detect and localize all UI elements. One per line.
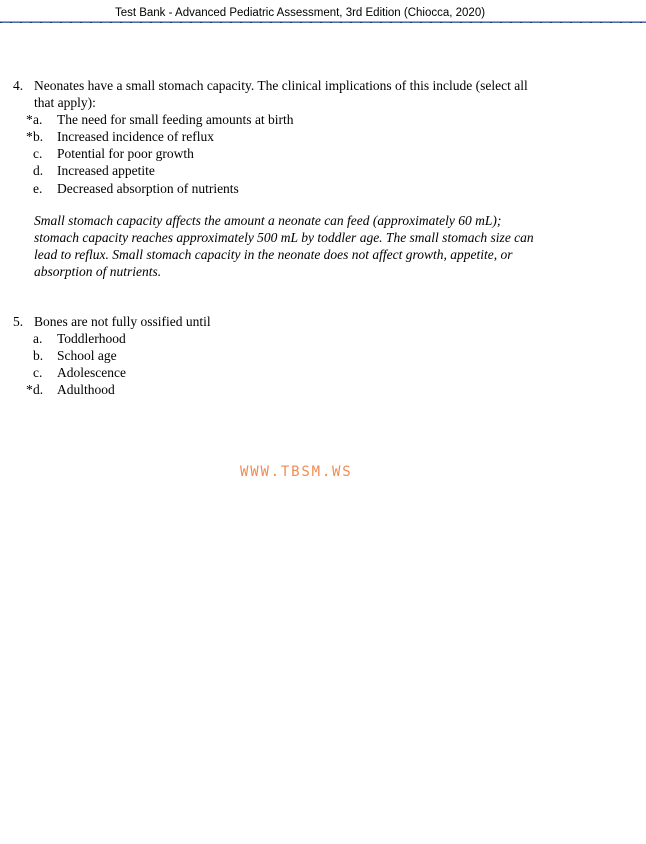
question-4-rationale-line-3: lead to reflux. Small stomach capacity in the neonate does not affect growth, appetite, or bbox=[34, 247, 513, 263]
question-4-option-c bbox=[0, 145, 646, 162]
question-5-option-b bbox=[0, 347, 646, 364]
question-4-option-a-star: * bbox=[26, 112, 33, 128]
question-4-option-a bbox=[0, 111, 646, 128]
question-4-option-e-star bbox=[26, 180, 33, 197]
question-5-option-d bbox=[0, 381, 646, 398]
question-5-stem bbox=[0, 313, 646, 330]
question-4 bbox=[0, 77, 646, 197]
question-4-option-b bbox=[0, 128, 646, 145]
question-5-option-d-text: Adulthood bbox=[57, 382, 115, 398]
question-5-option-c-letter: c. bbox=[33, 365, 43, 381]
question-4-option-d-star bbox=[26, 162, 33, 179]
question-5 bbox=[0, 313, 646, 398]
question-4-option-a-letter: a. bbox=[33, 112, 43, 128]
page-header bbox=[0, 7, 600, 20]
question-4-option-d-letter: d. bbox=[33, 163, 44, 179]
question-5-number: 5. bbox=[13, 314, 24, 329]
question-4-option-d bbox=[0, 162, 646, 179]
question-4-option-e bbox=[0, 180, 646, 197]
question-4-option-c-star bbox=[26, 145, 33, 162]
question-4-option-e-letter: e. bbox=[33, 180, 43, 196]
question-5-option-b-letter: b. bbox=[33, 348, 44, 364]
question-5-option-a-star bbox=[26, 330, 33, 347]
question-4-stem-line-2: that apply): bbox=[34, 95, 96, 111]
question-4-option-b-letter: b. bbox=[33, 129, 44, 145]
question-5-option-c-text: Adolescence bbox=[57, 365, 126, 381]
question-4-rationale-line-2: stomach capacity reaches approximately 500 mL by toddler age. The small stomach size can bbox=[34, 230, 534, 246]
watermark-text: WWW.TBSM.WS bbox=[240, 464, 353, 480]
question-4-option-e-text: Decreased absorption of nutrients bbox=[57, 180, 239, 196]
header-rule-navy-line bbox=[0, 22, 646, 23]
question-4-option-b-star: * bbox=[26, 129, 33, 145]
question-5-option-d-star: * bbox=[26, 382, 33, 398]
question-4-option-c-text: Potential for poor growth bbox=[57, 146, 194, 162]
question-4-rationale bbox=[34, 212, 534, 280]
question-4-text bbox=[34, 77, 646, 111]
question-5-option-c-star bbox=[26, 364, 33, 381]
question-5-stem-line-1: Bones are not fully ossified until bbox=[34, 314, 211, 329]
question-5-text bbox=[34, 313, 646, 330]
question-4-options bbox=[0, 111, 646, 196]
question-4-option-c-letter: c. bbox=[33, 146, 43, 162]
question-5-option-b-star bbox=[26, 347, 33, 364]
header-rule bbox=[0, 21, 646, 23]
question-5-option-c bbox=[0, 364, 646, 381]
question-5-option-a-letter: a. bbox=[33, 331, 43, 347]
question-5-options bbox=[0, 330, 646, 398]
question-5-option-a bbox=[0, 330, 646, 347]
question-4-rationale-line-1: Small stomach capacity affects the amount a neonate can feed (approximately 60 mL); bbox=[34, 213, 502, 228]
question-4-number: 4. bbox=[13, 78, 24, 93]
question-4-stem-line-1: Neonates have a small stomach capacity. The clinical implications of this include (select all bbox=[34, 78, 528, 93]
question-4-option-b-text: Increased incidence of reflux bbox=[57, 129, 215, 145]
question-4-stem bbox=[0, 77, 646, 111]
question-5-option-a-text: Toddlerhood bbox=[57, 331, 126, 347]
question-5-option-d-letter: d. bbox=[33, 382, 44, 398]
question-4-option-a-text: The need for small feeding amounts at birth bbox=[57, 112, 294, 128]
page-header-title: Test Bank - Advanced Pediatric Assessment, 3rd Edition (Chiocca, 2020) bbox=[114, 7, 486, 19]
question-4-rationale-line-4: absorption of nutrients. bbox=[34, 264, 162, 280]
question-5-option-b-text: School age bbox=[57, 348, 117, 364]
question-4-option-d-text: Increased appetite bbox=[57, 163, 155, 179]
